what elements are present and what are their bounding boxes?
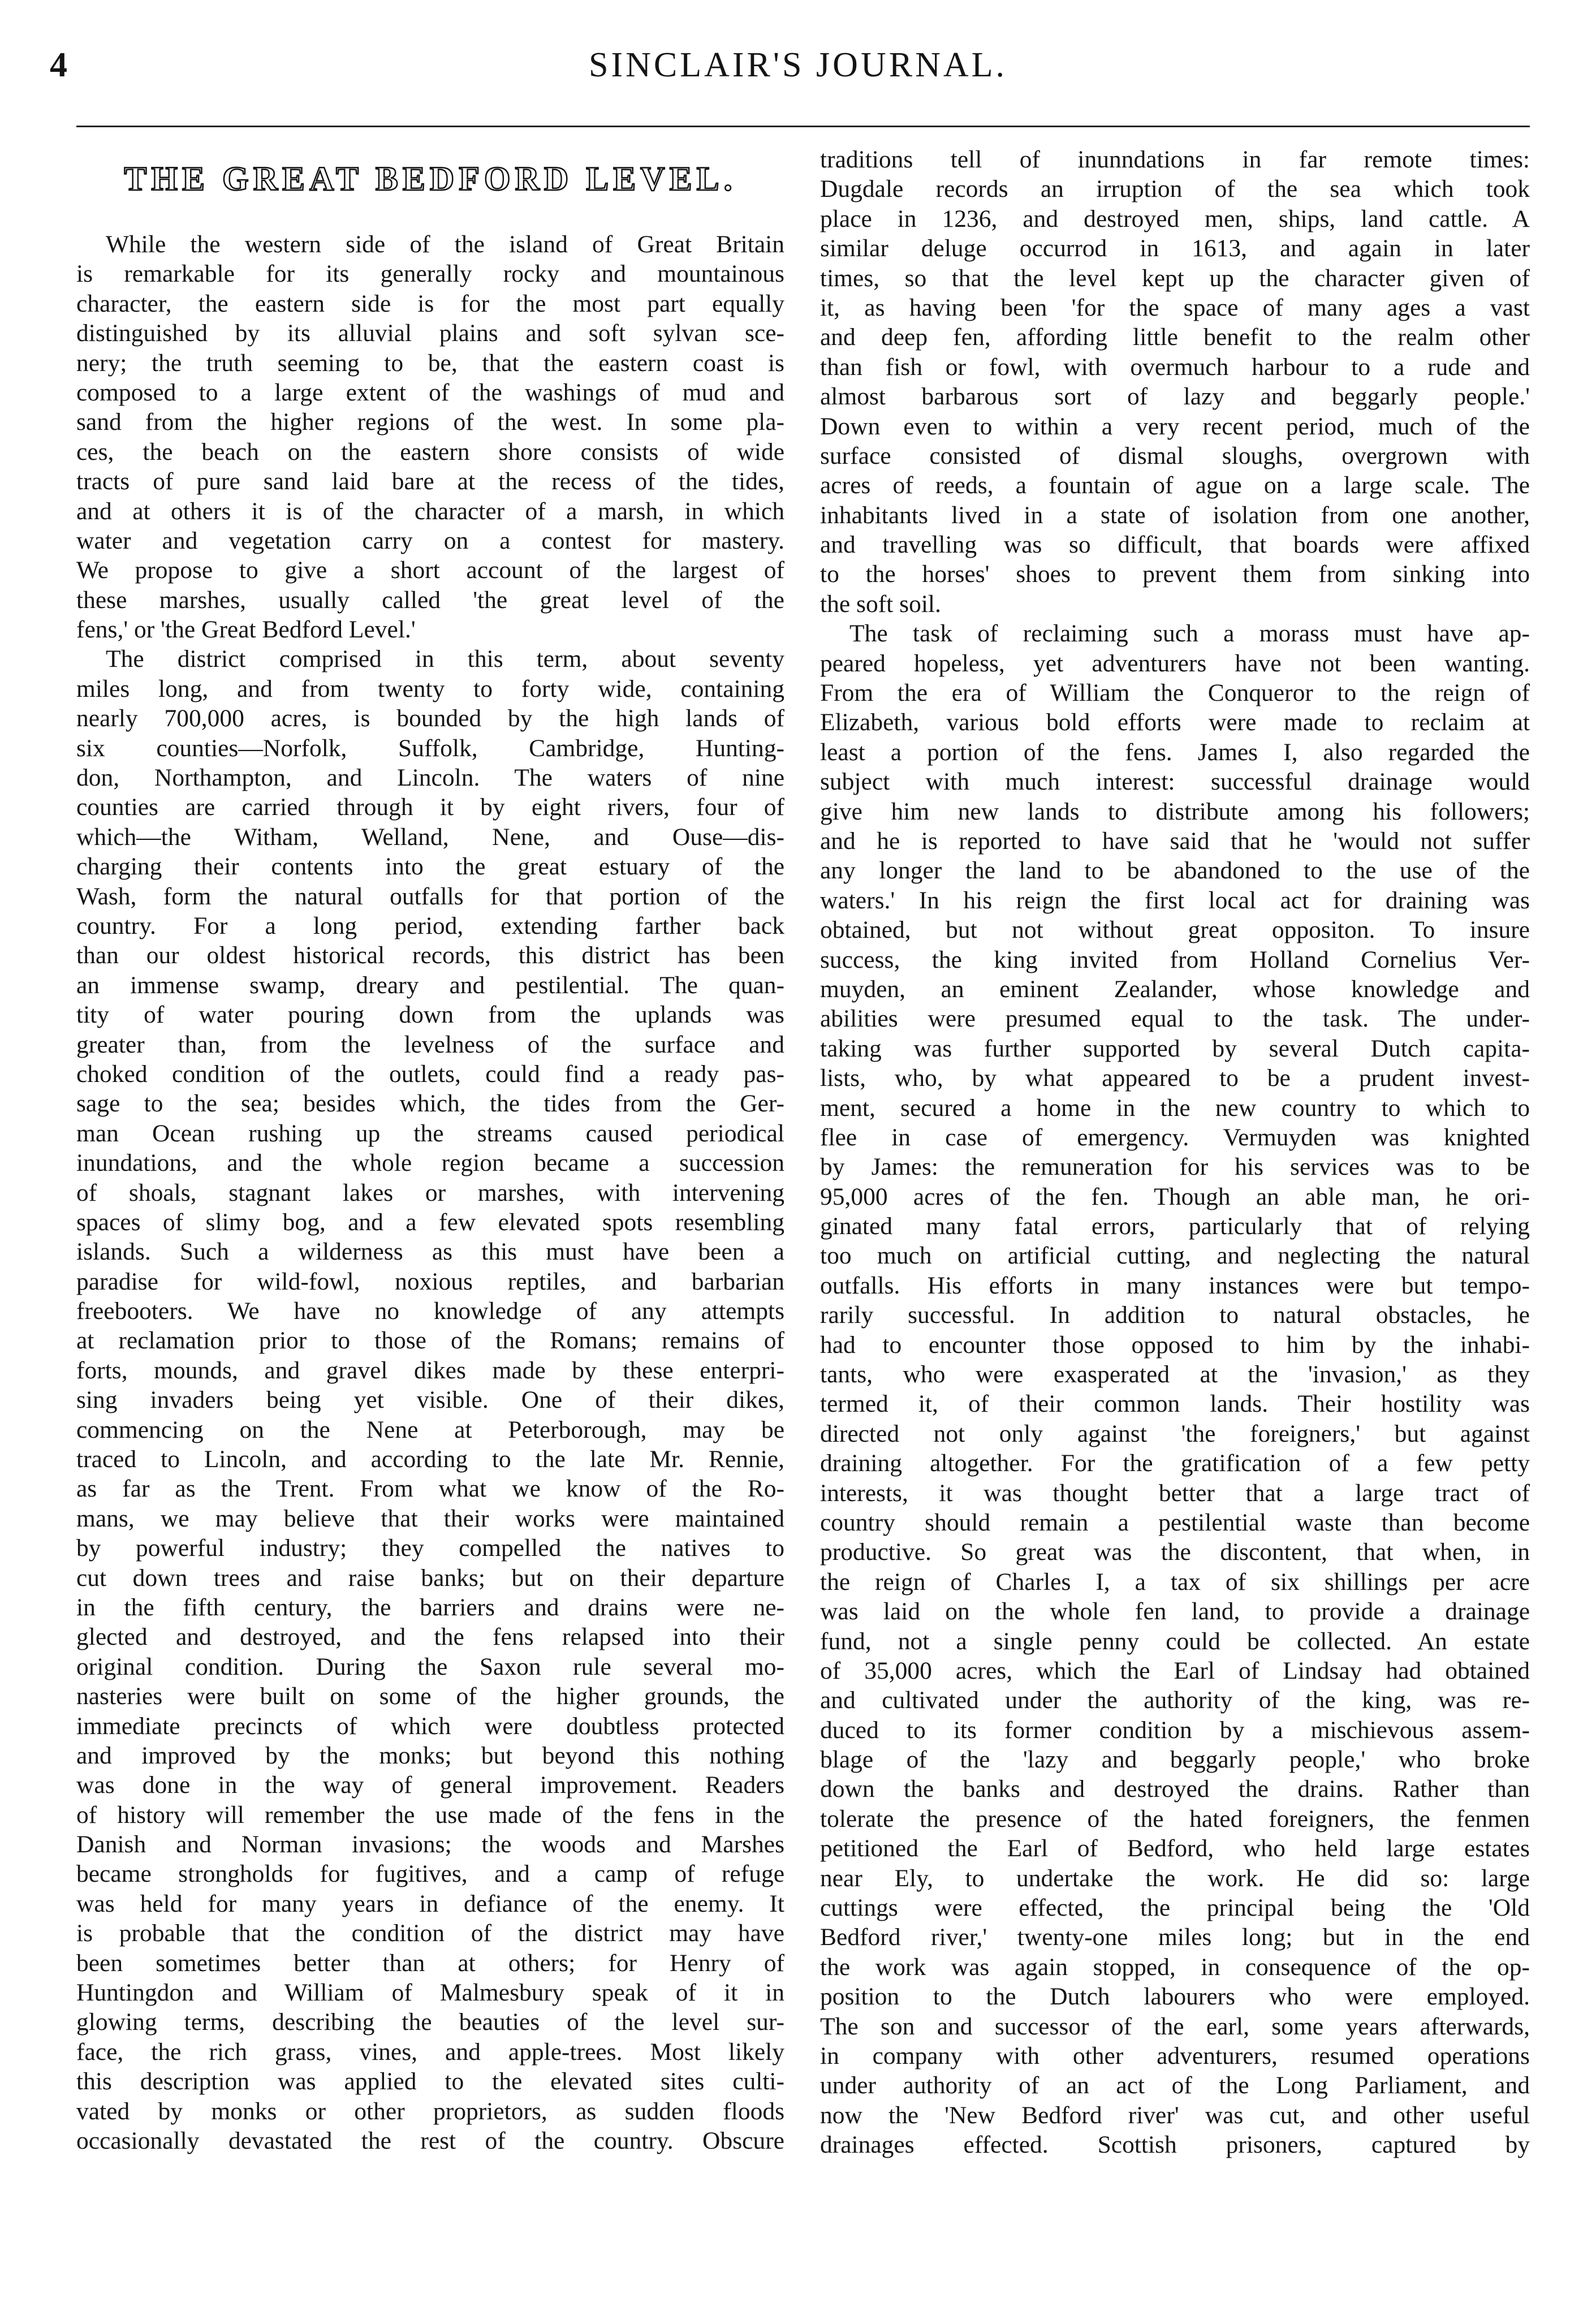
text-line: cut down trees and raise banks; but on their departure bbox=[76, 1564, 784, 1592]
text-line: tity of water pouring down from the uplands was bbox=[76, 1001, 784, 1029]
text-line: nasteries were built on some of the higher grounds, the bbox=[76, 1683, 784, 1710]
text-line: the reign of Charles I, a tax of six shillings per acre bbox=[820, 1568, 1530, 1596]
text-line: and he is reported to have said that he 'would not suffer bbox=[820, 827, 1530, 855]
text-line: down the banks and destroyed the drains. Rather than bbox=[820, 1775, 1530, 1803]
text-line: had to encounter those opposed to him by the inhabi- bbox=[820, 1331, 1530, 1359]
text-line: forts, mounds, and gravel dikes made by these enterpri- bbox=[76, 1356, 784, 1384]
text-line: drainages effected. Scottish prisoners, captured by bbox=[820, 2131, 1530, 2159]
text-line: waters.' In his reign the first local act for draining was bbox=[820, 886, 1530, 914]
text-line: sing invaders being yet visible. One of their dikes, bbox=[76, 1386, 784, 1414]
text-line: subject with much interest: successful drainage would bbox=[820, 768, 1530, 796]
text-line: inundations, and the whole region became a succession bbox=[76, 1149, 784, 1177]
text-line: distinguished by its alluvial plains and soft sylvan sce- bbox=[76, 320, 784, 347]
text-line: greater than, from the levelness of the surface and bbox=[76, 1031, 784, 1058]
text-line: The son and successor of the earl, some years afterwards, bbox=[820, 2012, 1530, 2040]
text-line: draining altogether. For the gratification of a few petty bbox=[820, 1450, 1530, 1477]
text-line: became strongholds for fugitives, and a camp of refuge bbox=[76, 1860, 784, 1888]
text-line: and cultivated under the authority of the king, was re- bbox=[820, 1687, 1530, 1714]
text-line: The district comprised in this term, about seventy bbox=[106, 645, 784, 673]
text-line: position to the Dutch labourers who were employed. bbox=[820, 1983, 1530, 2011]
text-line: termed it, of their common lands. Their hostility was bbox=[820, 1390, 1530, 1418]
text-line: near Ely, to undertake the work. He did so: large bbox=[820, 1864, 1530, 1892]
text-line: water and vegetation carry on a contest for mastery. bbox=[76, 527, 784, 554]
text-line: of shoals, stagnant lakes or marshes, with intervening bbox=[76, 1179, 784, 1206]
text-line: give him new lands to distribute among his followers; bbox=[820, 797, 1530, 825]
text-line: composed to a large extent of the washings of mud and bbox=[76, 378, 784, 406]
text-line: ment, secured a home in the new country to which to bbox=[820, 1094, 1530, 1122]
text-line: times, so that the level kept up the character given of bbox=[820, 264, 1530, 292]
left-column bbox=[76, 141, 784, 2155]
page-number: 4 bbox=[50, 46, 67, 84]
text-line: country. For a long period, extending farther back bbox=[76, 912, 784, 939]
text-line: ginated many fatal errors, particularly that of relying bbox=[820, 1213, 1530, 1240]
right-column-text bbox=[820, 145, 1530, 2160]
text-line: and at others it is of the character of a marsh, in which bbox=[76, 497, 784, 525]
text-line: immediate precincts of which were doubtless protected bbox=[76, 1712, 784, 1740]
text-line: While the western side of the island of Great Britain bbox=[106, 231, 784, 258]
text-line: as far as the Trent. From what we know of the Ro- bbox=[76, 1475, 784, 1503]
text-line: islands. Such a wilderness as this must have been a bbox=[76, 1238, 784, 1266]
text-line: six counties—Norfolk, Suffolk, Cambridge, Hunting- bbox=[76, 734, 784, 762]
text-line: ces, the beach on the eastern shore consists of wide bbox=[76, 438, 784, 465]
article-title: THE GREAT BEDFORD LEVEL. bbox=[124, 160, 737, 197]
text-line: We propose to give a short account of the largest of bbox=[76, 557, 784, 584]
text-line: abilities were presumed equal to the task. The under- bbox=[820, 1005, 1530, 1033]
text-line: peared hopeless, yet adventurers have not been wanting. bbox=[820, 649, 1530, 677]
text-line: any longer the land to be abandoned to the use of the bbox=[820, 857, 1530, 885]
text-line: charging their contents into the great estuary of the bbox=[76, 853, 784, 881]
text-line: Dugdale records an irruption of the sea which took bbox=[820, 175, 1530, 203]
text-line: blage of the 'lazy and beggarly people,' who broke bbox=[820, 1746, 1530, 1774]
text-line: now the 'New Bedford river' was cut, and other useful bbox=[820, 2101, 1530, 2129]
text-line: the soft soil. bbox=[820, 590, 941, 618]
text-line: fens,' or 'the Great Bedford Level.' bbox=[76, 616, 416, 644]
text-line: Huntingdon and William of Malmesbury speak of it in bbox=[76, 1979, 784, 2007]
text-line: fund, not a single penny could be collected. An estate bbox=[820, 1627, 1530, 1655]
text-line: at reclamation prior to those of the Romans; remains of bbox=[76, 1327, 784, 1355]
text-line: acres of reeds, a fountain of ague on a large scale. The bbox=[820, 472, 1530, 499]
text-line: in the fifth century, the barriers and drains were ne- bbox=[76, 1593, 784, 1621]
text-line: commencing on the Nene at Peterborough, may be bbox=[76, 1416, 784, 1443]
text-line: choked condition of the outlets, could find a ready pas- bbox=[76, 1060, 784, 1088]
right-column bbox=[820, 145, 1530, 2160]
text-line: outfalls. His efforts in many instances were but tempo- bbox=[820, 1271, 1530, 1299]
text-line: than fish or fowl, with overmuch harbour to a rude and bbox=[820, 353, 1530, 381]
text-line: and deep fen, affording little benefit to the realm other bbox=[820, 324, 1530, 351]
text-line: these marshes, usually called 'the great level of the bbox=[76, 586, 784, 614]
text-line: interests, it was thought better that a large tract of bbox=[820, 1479, 1530, 1507]
text-line: mans, we may believe that their works were maintained bbox=[76, 1504, 784, 1532]
text-line: to the horses' shoes to prevent them from sinking into bbox=[820, 560, 1530, 588]
text-line: traced to Lincoln, and according to the late Mr. Rennie, bbox=[76, 1446, 784, 1473]
text-line: rarily successful. In addition to natural obstacles, he bbox=[820, 1301, 1530, 1329]
text-line: an immense swamp, dreary and pestilential. The quan- bbox=[76, 971, 784, 999]
text-line: too much on artificial cutting, and neglecting the natural bbox=[820, 1242, 1530, 1270]
text-line: glowing terms, describing the beauties of the level sur- bbox=[76, 2008, 784, 2036]
text-line: success, the king invited from Holland Cornelius Ver- bbox=[820, 946, 1530, 973]
text-line: of 35,000 acres, which the Earl of Lindsay had obtained bbox=[820, 1657, 1530, 1684]
text-line: tants, who were exasperated at the 'invasion,' as they bbox=[820, 1361, 1530, 1389]
text-line: inhabitants lived in a state of isolation from one another, bbox=[820, 501, 1530, 529]
text-line: tracts of pure sand laid bare at the recess of the tides, bbox=[76, 468, 784, 495]
text-line: vated by monks or other proprietors, as sudden floods bbox=[76, 2097, 784, 2125]
text-line: freebooters. We have no knowledge of any attempts bbox=[76, 1297, 784, 1325]
text-line: Bedford river,' twenty-one miles long; but in the end bbox=[820, 1924, 1530, 1951]
text-line: sand from the higher regions of the west. In some pla- bbox=[76, 408, 784, 436]
text-line: miles long, and from twenty to forty wide, containing bbox=[76, 675, 784, 702]
text-line: the work was again stopped, in consequence of the op- bbox=[820, 1953, 1530, 1981]
text-line: character, the eastern side is for the most part equally bbox=[76, 290, 784, 317]
text-line: Danish and Norman invasions; the woods and Marshes bbox=[76, 1831, 784, 1859]
text-line: was done in the way of general improvement. Readers bbox=[76, 1771, 784, 1799]
text-line: original condition. During the Saxon rule several mo- bbox=[76, 1653, 784, 1680]
text-line: petitioned the Earl of Bedford, who held large estates bbox=[820, 1835, 1530, 1862]
text-line: been sometimes better than at others; for Henry of bbox=[76, 1949, 784, 1977]
text-line: 95,000 acres of the fen. Though an able man, he ori- bbox=[820, 1183, 1530, 1210]
text-line: counties are carried through it by eight rivers, four of bbox=[76, 794, 784, 821]
text-line: Down even to within a very recent period, much of the bbox=[820, 412, 1530, 440]
text-line: productive. So great was the discontent, that when, in bbox=[820, 1538, 1530, 1566]
text-line: almost barbarous sort of lazy and beggarly people.' bbox=[820, 383, 1530, 411]
text-line: of history will remember the use made of the fens in the bbox=[76, 1801, 784, 1829]
text-line: Wash, form the natural outfalls for that portion of the bbox=[76, 882, 784, 910]
text-line: surface consisted of dismal sloughs, overgrown with bbox=[820, 442, 1530, 469]
text-line: in company with other adventurers, resumed operations bbox=[820, 2042, 1530, 2069]
text-line: this description was applied to the elevated sites culti- bbox=[76, 2068, 784, 2096]
text-line: sage to the sea; besides which, the tides from the Ger- bbox=[76, 1090, 784, 1118]
text-line: was laid on the whole fen land, to provide a drainage bbox=[820, 1598, 1530, 1625]
text-line: directed not only against 'the foreigners,' but against bbox=[820, 1420, 1530, 1447]
text-line: lists, who, by what appeared to be a prudent invest- bbox=[820, 1064, 1530, 1092]
text-line: by James: the remuneration for his services was to be bbox=[820, 1153, 1530, 1181]
text-line: cuttings were effected, the principal being the 'Old bbox=[820, 1894, 1530, 1922]
text-line: obtained, but not without great oppositon. To insure bbox=[820, 916, 1530, 944]
text-line: and improved by the monks; but beyond this nothing bbox=[76, 1741, 784, 1769]
running-title: SINCLAIR'S JOURNAL. bbox=[588, 46, 1007, 84]
text-line: glected and destroyed, and the fens relapsed into their bbox=[76, 1623, 784, 1651]
text-line: paradise for wild-fowl, noxious reptiles, and barbarian bbox=[76, 1267, 784, 1295]
left-column-text bbox=[76, 230, 784, 2155]
text-line: least a portion of the fens. James I, also regarded the bbox=[820, 738, 1530, 766]
text-line: was held for many years in defiance of the enemy. It bbox=[76, 1890, 784, 1917]
text-line: taking was further supported by several Dutch capita- bbox=[820, 1034, 1530, 1062]
text-line: and travelling was so difficult, that boards were affixed bbox=[820, 531, 1530, 559]
text-line: spaces of slimy bog, and a few elevated spots resembling bbox=[76, 1208, 784, 1236]
text-line: is probable that the condition of the district may have bbox=[76, 1920, 784, 1947]
text-line: under authority of an act of the Long Parliament, and bbox=[820, 2072, 1530, 2099]
text-line: similar deluge occurrod in 1613, and again in later bbox=[820, 235, 1530, 262]
text-line: occasionally devastated the rest of the country. Obscure bbox=[76, 2127, 784, 2154]
text-line: country should remain a pestilential waste than become bbox=[820, 1508, 1530, 1536]
text-line: duced to its former condition by a mischievous assem- bbox=[820, 1716, 1530, 1744]
text-line: place in 1236, and destroyed men, ships, land cattle. A bbox=[820, 205, 1530, 232]
text-line: The task of reclaiming such a morass must have ap- bbox=[849, 620, 1530, 648]
text-line: man Ocean rushing up the streams caused periodical bbox=[76, 1119, 784, 1147]
text-line: flee in case of emergency. Vermuyden was knighted bbox=[820, 1123, 1530, 1151]
text-line: tolerate the presence of the hated foreigners, the fenmen bbox=[820, 1805, 1530, 1833]
text-line: which—the Witham, Welland, Nene, and Ouse—dis- bbox=[76, 823, 784, 851]
text-line: don, Northampton, and Lincoln. The waters of nine bbox=[76, 764, 784, 792]
text-line: traditions tell of inunndations in far remote times: bbox=[820, 146, 1530, 173]
header-rule bbox=[76, 126, 1530, 127]
text-line: muyden, an eminent Zealander, whose knowledge and bbox=[820, 975, 1530, 1003]
text-line: by powerful industry; they compelled the natives to bbox=[76, 1534, 784, 1562]
text-line: than our oldest historical records, this district has been bbox=[76, 942, 784, 969]
text-line: From the era of William the Conqueror to the reign of bbox=[820, 679, 1530, 707]
text-line: is remarkable for its generally rocky and mountainous bbox=[76, 260, 784, 288]
text-line: nearly 700,000 acres, is bounded by the high lands of bbox=[76, 705, 784, 732]
text-line: nery; the truth seeming to be, that the eastern coast is bbox=[76, 349, 784, 377]
text-line: face, the rich grass, vines, and apple-trees. Most likely bbox=[76, 2038, 784, 2066]
text-line: Elizabeth, various bold efforts were made to reclaim at bbox=[820, 709, 1530, 736]
text-line: it, as having been 'for the space of many ages a vast bbox=[820, 294, 1530, 321]
